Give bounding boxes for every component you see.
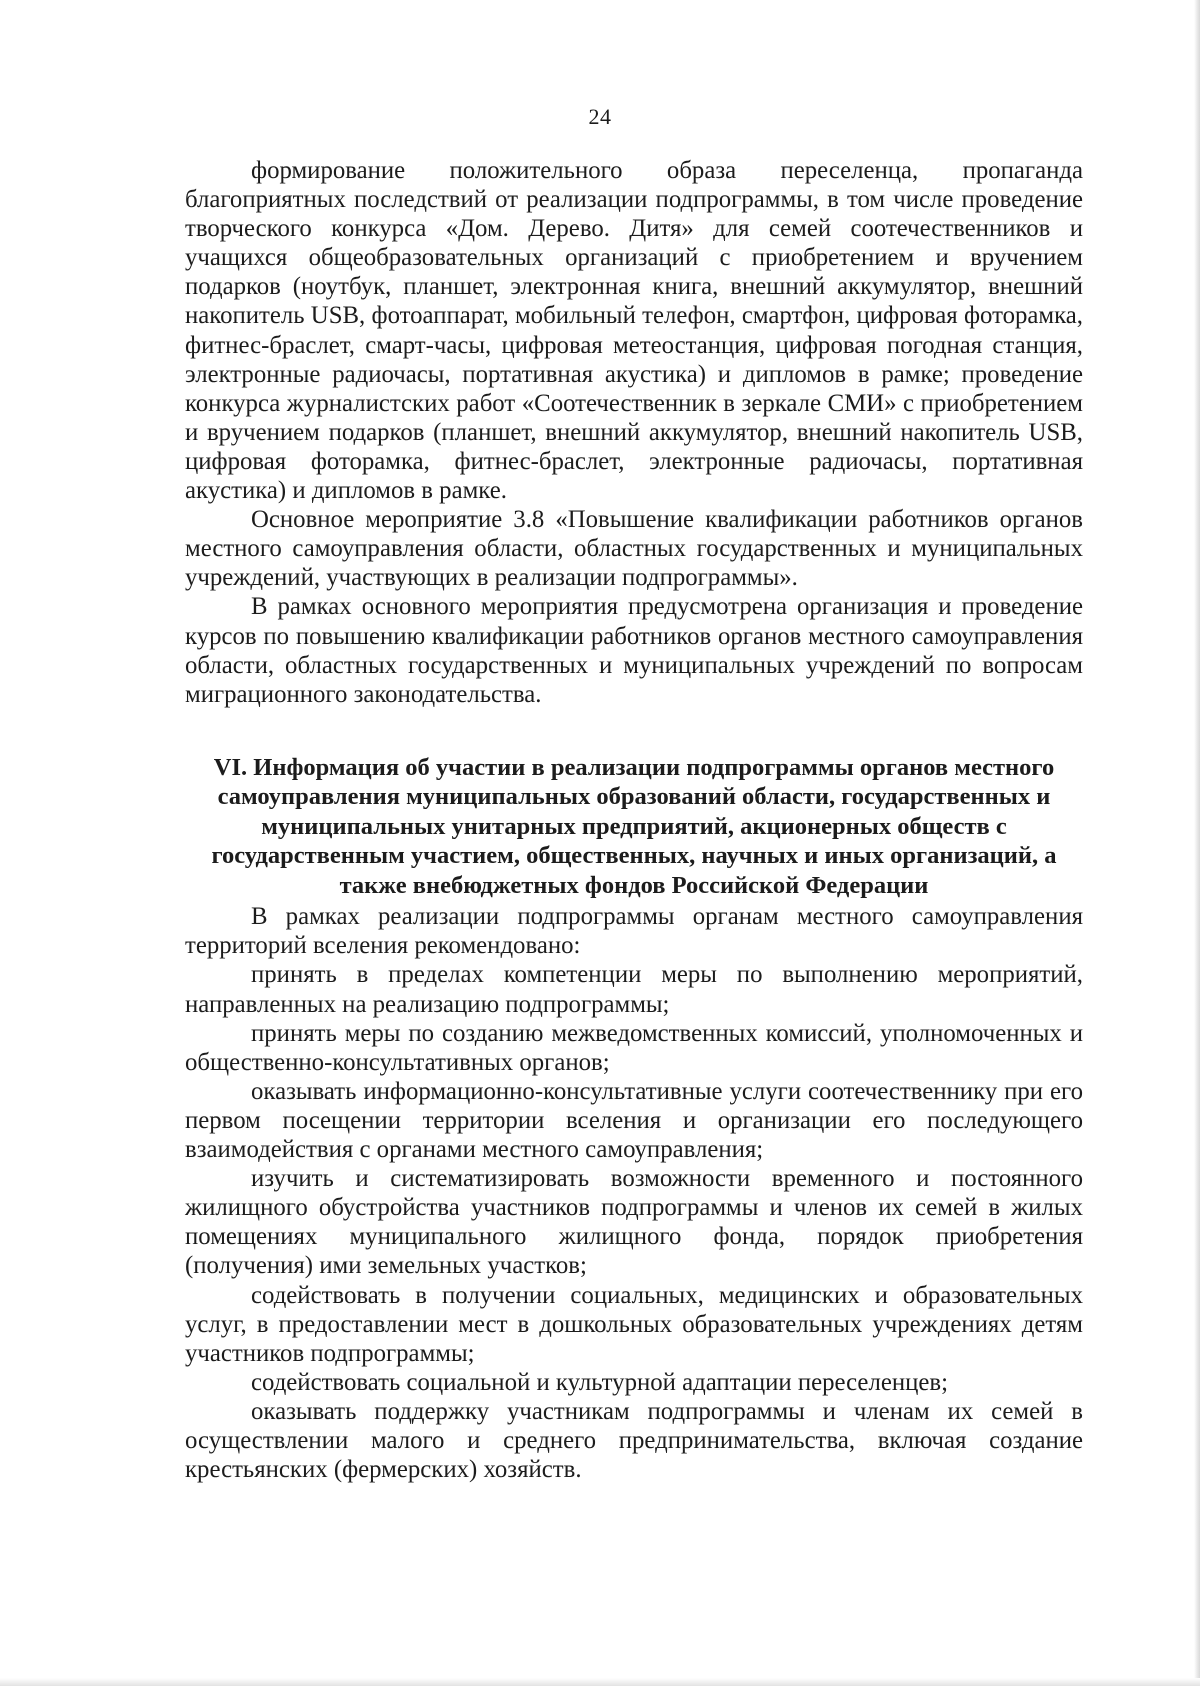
paragraph-recommendation-measures: принять в пределах компетенции меры по выполнению мероприятий, направленных на реализацию подпрограммы; bbox=[185, 961, 1083, 1018]
paragraph-recommendations-intro: В рамках реализации подпрограммы органам местного самоуправления территорий вселения рекомендовано: bbox=[185, 903, 1083, 960]
page-number: 24 bbox=[588, 104, 612, 129]
paragraph-training-courses: В рамках основного мероприятия предусмотрена организация и проведение курсов по повышению квалификации работников органов местного самоуправления области, областных государственных и муниципальных учреждений по вопросам миграционного законодательства. bbox=[185, 593, 1083, 708]
paragraph-recommendation-consulting: оказывать информационно-консультативные услуги соотечественнику при его первом посещении территории вселения и организации его последующего взаимодействия с органами местного самоуправления; bbox=[185, 1077, 1083, 1164]
paragraph-recommendation-adaptation: содействовать социальной и культурной адаптации переселенцев; bbox=[251, 1368, 948, 1396]
paragraph-promotion-contests: формирование положительного образа переселенца, пропаганда благоприятных последствий от реализации подпрограммы, в том числе проведение творческого конкурса «Дом. Дерево. Дитя» для семей соотечественников и учащихся общеобразовательных организаций с приобретением и вручением подарков (ноутбук, планшет, электронная книга, внешний аккумулятор, внешний накопитель USB, фотоаппарат, мобильный телефон, смартфон, цифровая фоторамка, фитнес-браслет, смарт-часы, цифровая метеостанция, цифровая погодная станция, электронные радиочасы, портативная акустика) и дипломов в рамке; проведение конкурса журналистских работ «Соотечественник в зеркале СМИ» с приобретением и вручением подарков (планшет, внешний аккумулятор, внешний накопитель USB, цифровая фоторамка, фитнес-браслет, электронные радиочасы, портативная акустика) и дипломов в рамке. bbox=[185, 157, 1083, 505]
paragraph-recommendation-services: содействовать в получении социальных, медицинских и образовательных услуг, в предоставлении мест в дошкольных образовательных учреждениях детям участников подпрограммы; bbox=[185, 1281, 1083, 1367]
paragraph-main-activity-3-8: Основное мероприятие 3.8 «Повышение квалификации работников органов местного самоуправления области, областных государственных и муниципальных учреждений, участвующих в реализации подпрограммы». bbox=[185, 506, 1083, 592]
section-heading: VI. Информация об участии в реализации подпрограммы органов местного самоуправления муниципальных образований области, государственных и муниципальных унитарных предприятий, акционерных обществ с государственным участием, общественных, научных и иных организаций, а также внебюджетных фондов Российской Федерации bbox=[211, 753, 1057, 899]
scan-bottom-shadow bbox=[0, 1678, 1200, 1686]
scan-edge-shadow bbox=[1194, 0, 1200, 1686]
paragraph-recommendation-commissions: принять меры по созданию межведомственных комиссий, уполномоченных и общественно-консультативных органов; bbox=[185, 1019, 1083, 1076]
paragraph-recommendation-housing: изучить и систематизировать возможности временного и постоянного жилищного обустройства участников подпрограммы и членов их семей в жилых помещениях муниципального жилищного фонда, порядок приобретения (получения) ими земельных участков; bbox=[185, 1165, 1083, 1280]
paragraph-recommendation-business: оказывать поддержку участникам подпрограммы и членам их семей в осуществлении малого и среднего предпринимательства, включая создание крестьянских (фермерских) хозяйств. bbox=[185, 1397, 1083, 1484]
document-body bbox=[185, 156, 1083, 1484]
